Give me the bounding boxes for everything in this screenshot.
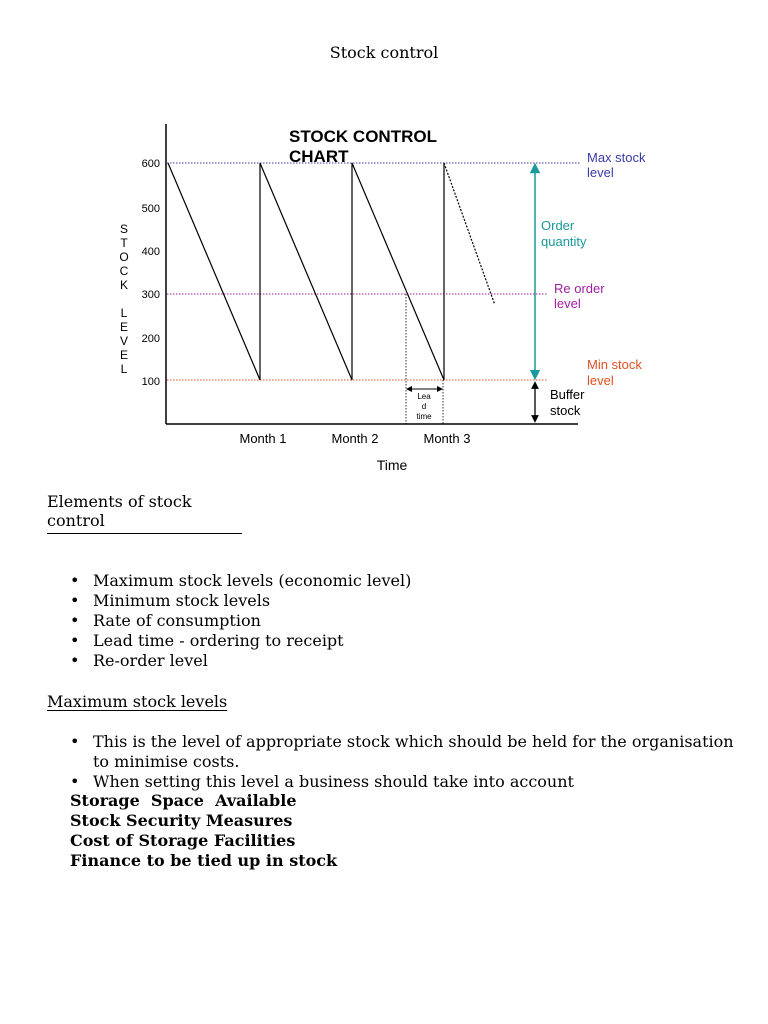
- buffer-stock-label: Buffer: [550, 387, 585, 402]
- order-quantity-label: Order: [541, 218, 575, 233]
- svg-text:K: K: [119, 278, 129, 292]
- list-item: • When setting this level a business should take into account: [47, 772, 737, 792]
- list-item: • Minimum stock levels: [47, 591, 411, 611]
- max-stock-heading: Maximum stock levels: [47, 692, 228, 711]
- svg-text:C: C: [119, 264, 129, 278]
- consideration-item: Finance to be tied up in stock: [70, 851, 338, 870]
- stock-level-line: [168, 163, 444, 380]
- chart-title: STOCK CONTROL: [289, 127, 437, 146]
- y-tick-label: 600: [141, 158, 160, 170]
- consideration-item: Storage Space Available: [70, 791, 297, 810]
- stock-control-chart: [0, 0, 768, 490]
- list-item: • This is the level of appropriate stock which should be held for the organisation to minimise costs.: [47, 732, 737, 772]
- svg-text:S: S: [119, 222, 129, 236]
- order-quantity-label: quantity: [541, 234, 587, 249]
- chart-title: CHART: [289, 147, 349, 166]
- list-item: • Rate of consumption: [47, 611, 411, 631]
- consideration-item: Stock Security Measures: [70, 811, 293, 830]
- y-tick-label: 400: [141, 246, 160, 258]
- elements-heading: Elements of stock control: [47, 492, 242, 534]
- max-stock-list: [47, 732, 737, 792]
- elements-list: [47, 571, 411, 671]
- max-stock-label: level: [587, 165, 614, 180]
- svg-text:O: O: [119, 250, 129, 264]
- list-item: • Maximum stock levels (economic level): [47, 571, 411, 591]
- y-axis-title: [119, 222, 128, 376]
- x-tick-label: Month 2: [331, 431, 379, 446]
- lead-time-label: Lea: [417, 392, 431, 401]
- y-tick-label: 500: [141, 203, 160, 215]
- svg-text:E: E: [119, 348, 129, 362]
- list-item: • Re-order level: [47, 651, 411, 671]
- min-stock-label: Min stock: [587, 357, 642, 372]
- y-tick-label: 300: [141, 289, 160, 301]
- buffer-stock-label: stock: [550, 403, 581, 418]
- reorder-label: level: [554, 296, 581, 311]
- lead-time-label: d: [421, 402, 427, 411]
- svg-text:L: L: [120, 362, 128, 376]
- considerations-list: [70, 791, 337, 871]
- lead-time-label: time: [416, 412, 432, 421]
- max-stock-label: Max stock: [587, 150, 646, 165]
- y-tick-label: 200: [141, 333, 160, 345]
- page-title: Stock control: [329, 43, 439, 62]
- svg-text:T: T: [120, 236, 128, 250]
- list-item: • Lead time - ordering to receipt: [47, 631, 411, 651]
- y-tick-label: 100: [141, 376, 160, 388]
- x-tick-label: Month 1: [239, 431, 287, 446]
- consideration-item: Cost of Storage Facilities: [70, 831, 296, 850]
- svg-text:E: E: [119, 320, 129, 334]
- svg-text:L: L: [120, 306, 128, 320]
- min-stock-label: level: [587, 373, 614, 388]
- projected-stock-line: [444, 163, 495, 304]
- x-tick-label: Month 3: [423, 431, 471, 446]
- svg-text:V: V: [119, 334, 129, 348]
- x-axis-title: Time: [376, 457, 408, 473]
- reorder-label: Re order: [554, 281, 605, 296]
